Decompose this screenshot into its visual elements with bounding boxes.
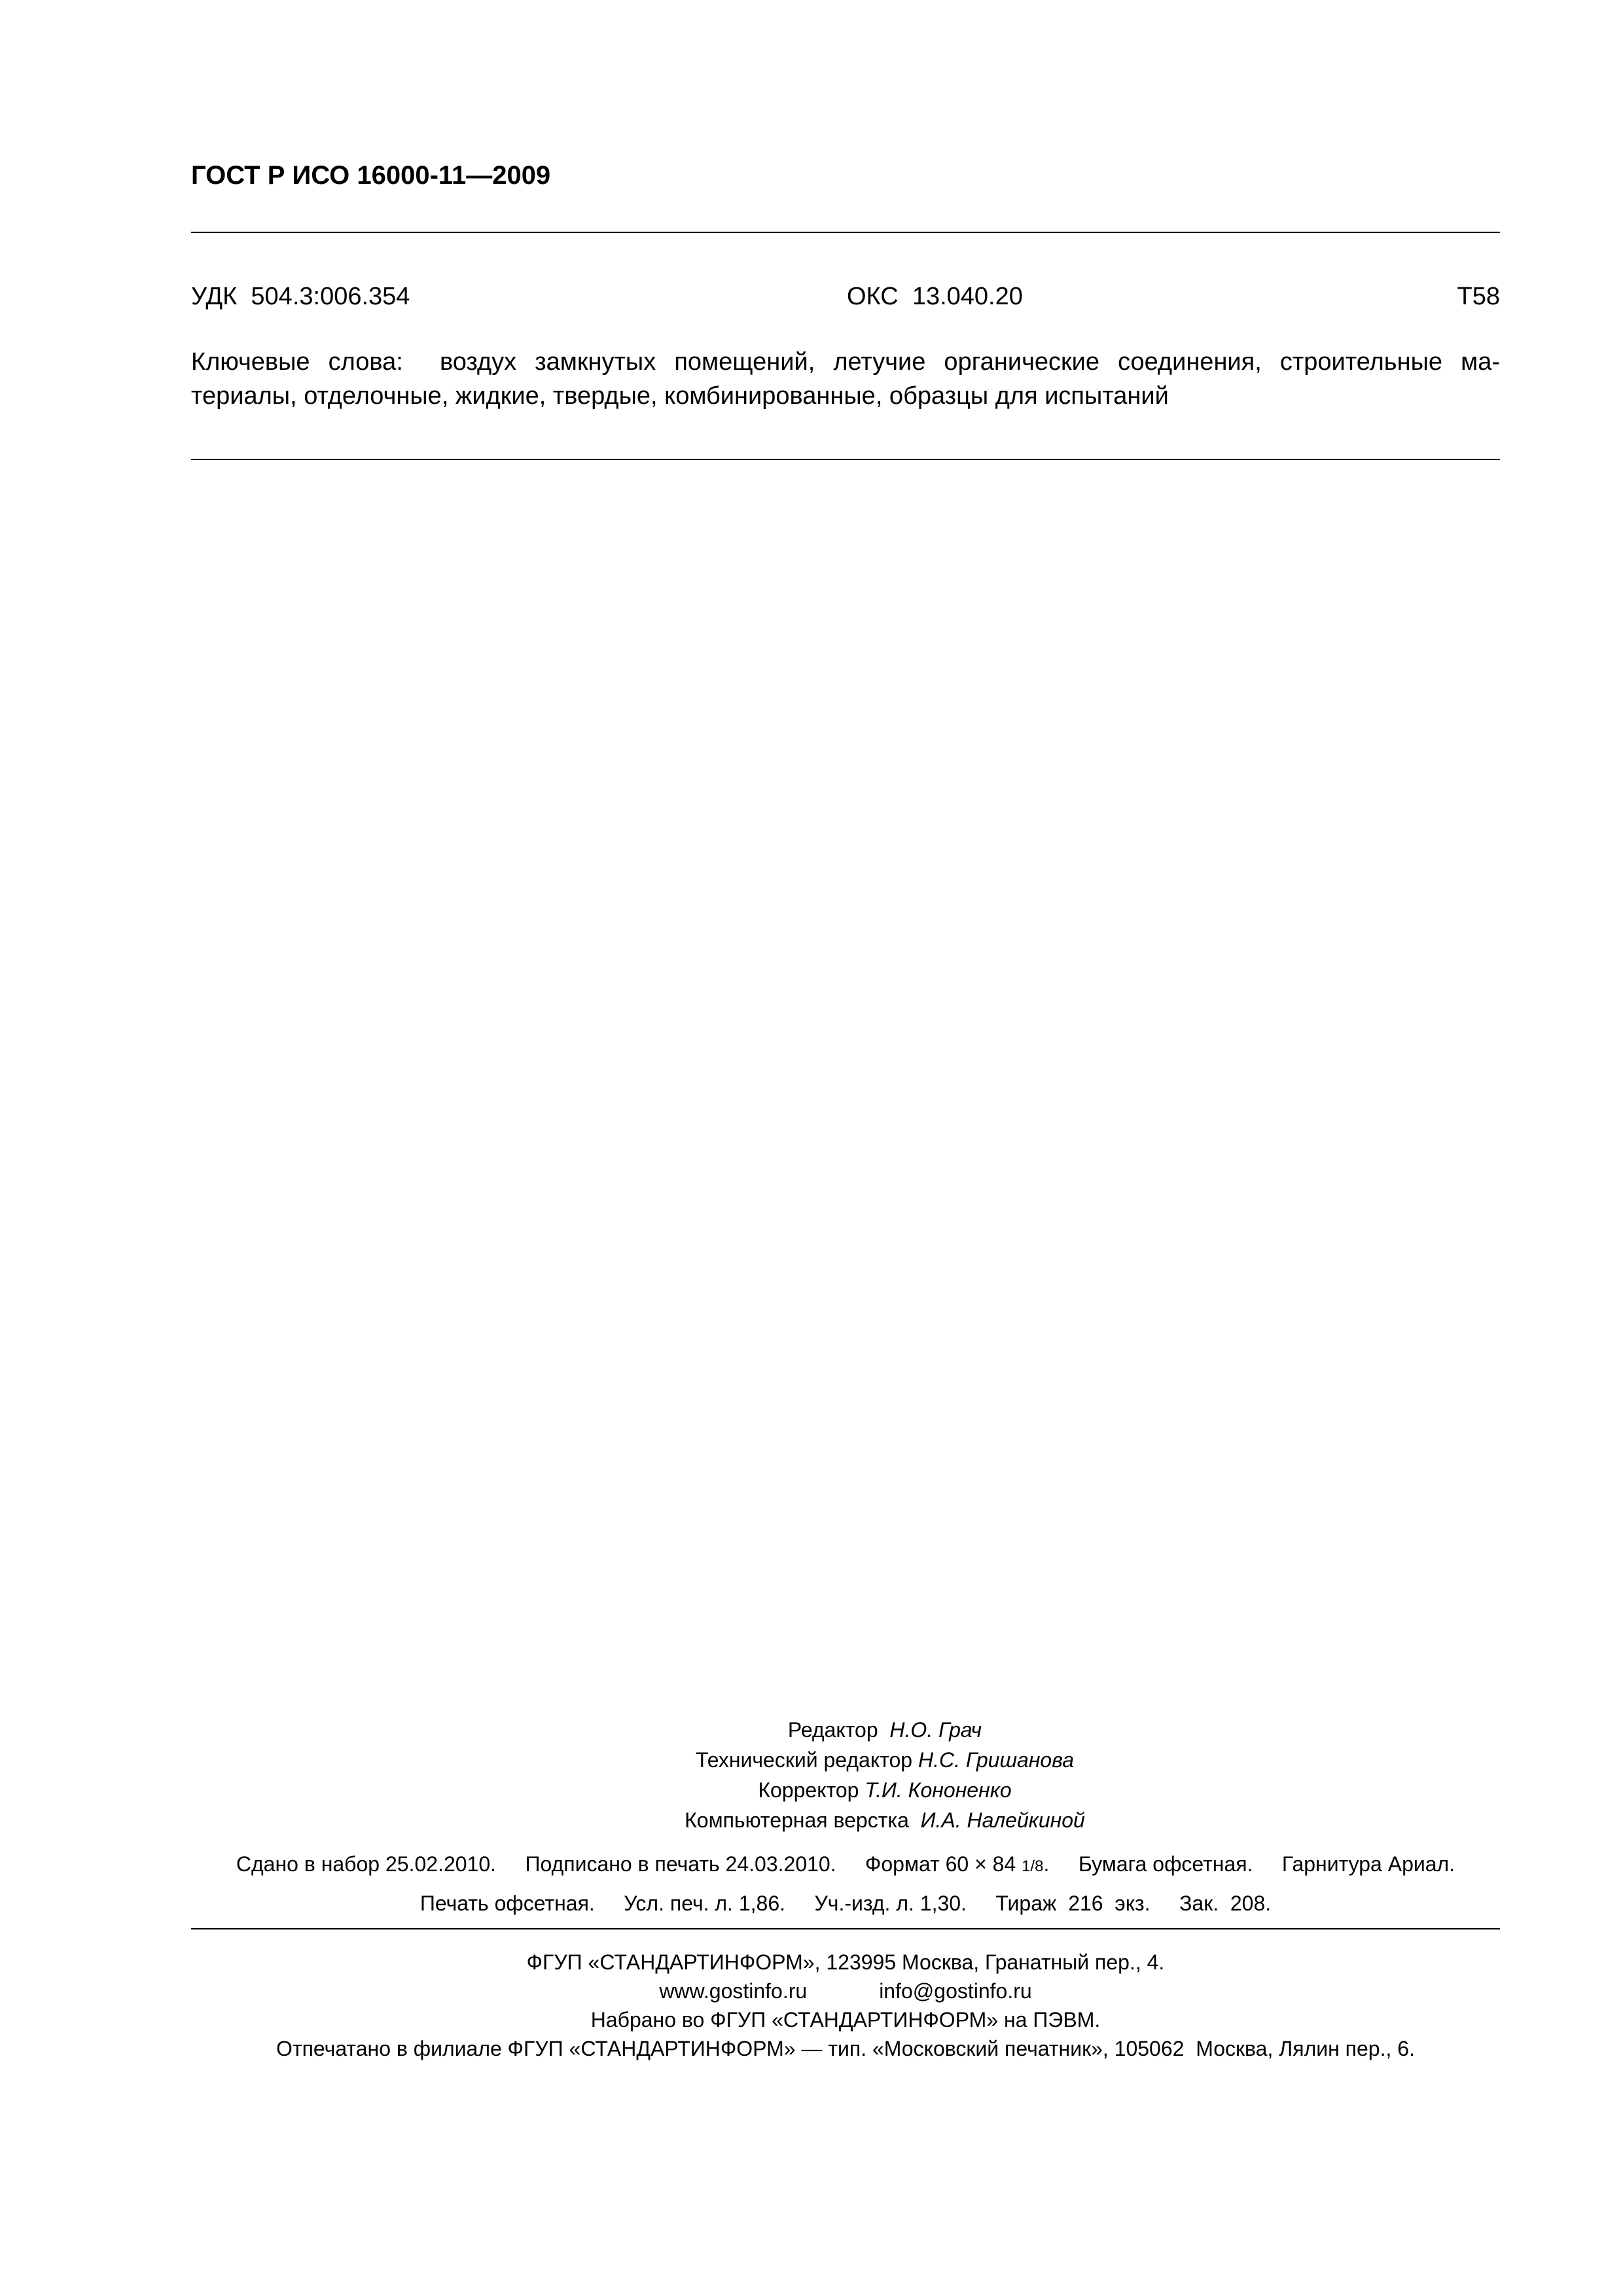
print-info-line-1a: Сдано в набор 25.02.2010. Подписано в печать 24.03.2010. Формат 60 × 84 bbox=[236, 1852, 1016, 1876]
oks-code: ОКС 13.040.20 bbox=[847, 283, 1023, 310]
format-fraction: 1/8 bbox=[1022, 1857, 1044, 1875]
standard-number: ГОСТ Р ИСО 16000-11—2009 bbox=[191, 161, 551, 190]
print-info-line-1b: . Бумага офсетная. Гарнитура Ариал. bbox=[1043, 1852, 1455, 1876]
tech-editor-name: Н.С. Гришанова bbox=[918, 1748, 1075, 1772]
editor-label: Редактор bbox=[787, 1718, 878, 1742]
keywords-block bbox=[191, 345, 1500, 413]
layout-name: И.А. Налейкиной bbox=[920, 1808, 1085, 1832]
credit-corrector bbox=[191, 1775, 1500, 1805]
credit-layout bbox=[191, 1805, 1500, 1835]
layout-label: Компьютерная верстка bbox=[685, 1808, 909, 1832]
publisher-printed: Отпечатано в филиале ФГУП «СТАНДАРТИНФОРМ» — тип. «Московский печатник», 105062 Москва, Лялин пер., 6. bbox=[276, 2037, 1415, 2060]
keywords-line-1: Ключевые слова: воздух замкнутых помещений, летучие органические соединения, строительные ма- bbox=[191, 348, 1500, 376]
publisher-contacts bbox=[191, 1977, 1500, 2005]
corrector-name: Т.И. Кононенко bbox=[865, 1778, 1012, 1802]
print-info-block bbox=[191, 1846, 1500, 1922]
publisher-address: ФГУП «СТАНДАРТИНФОРМ», 123995 Москва, Гранатный пер., 4. bbox=[526, 1950, 1165, 1974]
tech-editor-label: Технический редактор bbox=[695, 1748, 913, 1772]
divider-keywords bbox=[191, 459, 1500, 460]
credit-editor bbox=[191, 1715, 1500, 1745]
divider-top bbox=[191, 232, 1500, 233]
divider-publisher bbox=[191, 1928, 1500, 1929]
publisher-block bbox=[191, 1948, 1500, 2063]
editor-name: Н.О. Грач bbox=[889, 1718, 982, 1742]
publisher-website: www.gostinfo.ru bbox=[659, 1979, 808, 2003]
publisher-typeset: Набрано во ФГУП «СТАНДАРТИНФОРМ» на ПЭВМ. bbox=[590, 2008, 1101, 2032]
publisher-email: info@gostinfo.ru bbox=[879, 1979, 1032, 2003]
classification-codes bbox=[191, 281, 1500, 312]
keywords-line-2: териалы, отделочные, жидкие, твердые, комбинированные, образцы для испытаний bbox=[191, 382, 1169, 410]
corrector-label: Корректор bbox=[758, 1778, 859, 1802]
print-info-line-1 bbox=[191, 1846, 1500, 1885]
credits-block bbox=[191, 1715, 1500, 1835]
udk-code: УДК 504.3:006.354 bbox=[191, 283, 410, 310]
print-info-line-2: Печать офсетная. Усл. печ. л. 1,86. Уч.-изд. л. 1,30. Тираж 216 экз. Зак. 208. bbox=[419, 1892, 1272, 1915]
group-code: Т58 bbox=[1457, 283, 1500, 310]
credit-tech-editor bbox=[191, 1745, 1500, 1775]
